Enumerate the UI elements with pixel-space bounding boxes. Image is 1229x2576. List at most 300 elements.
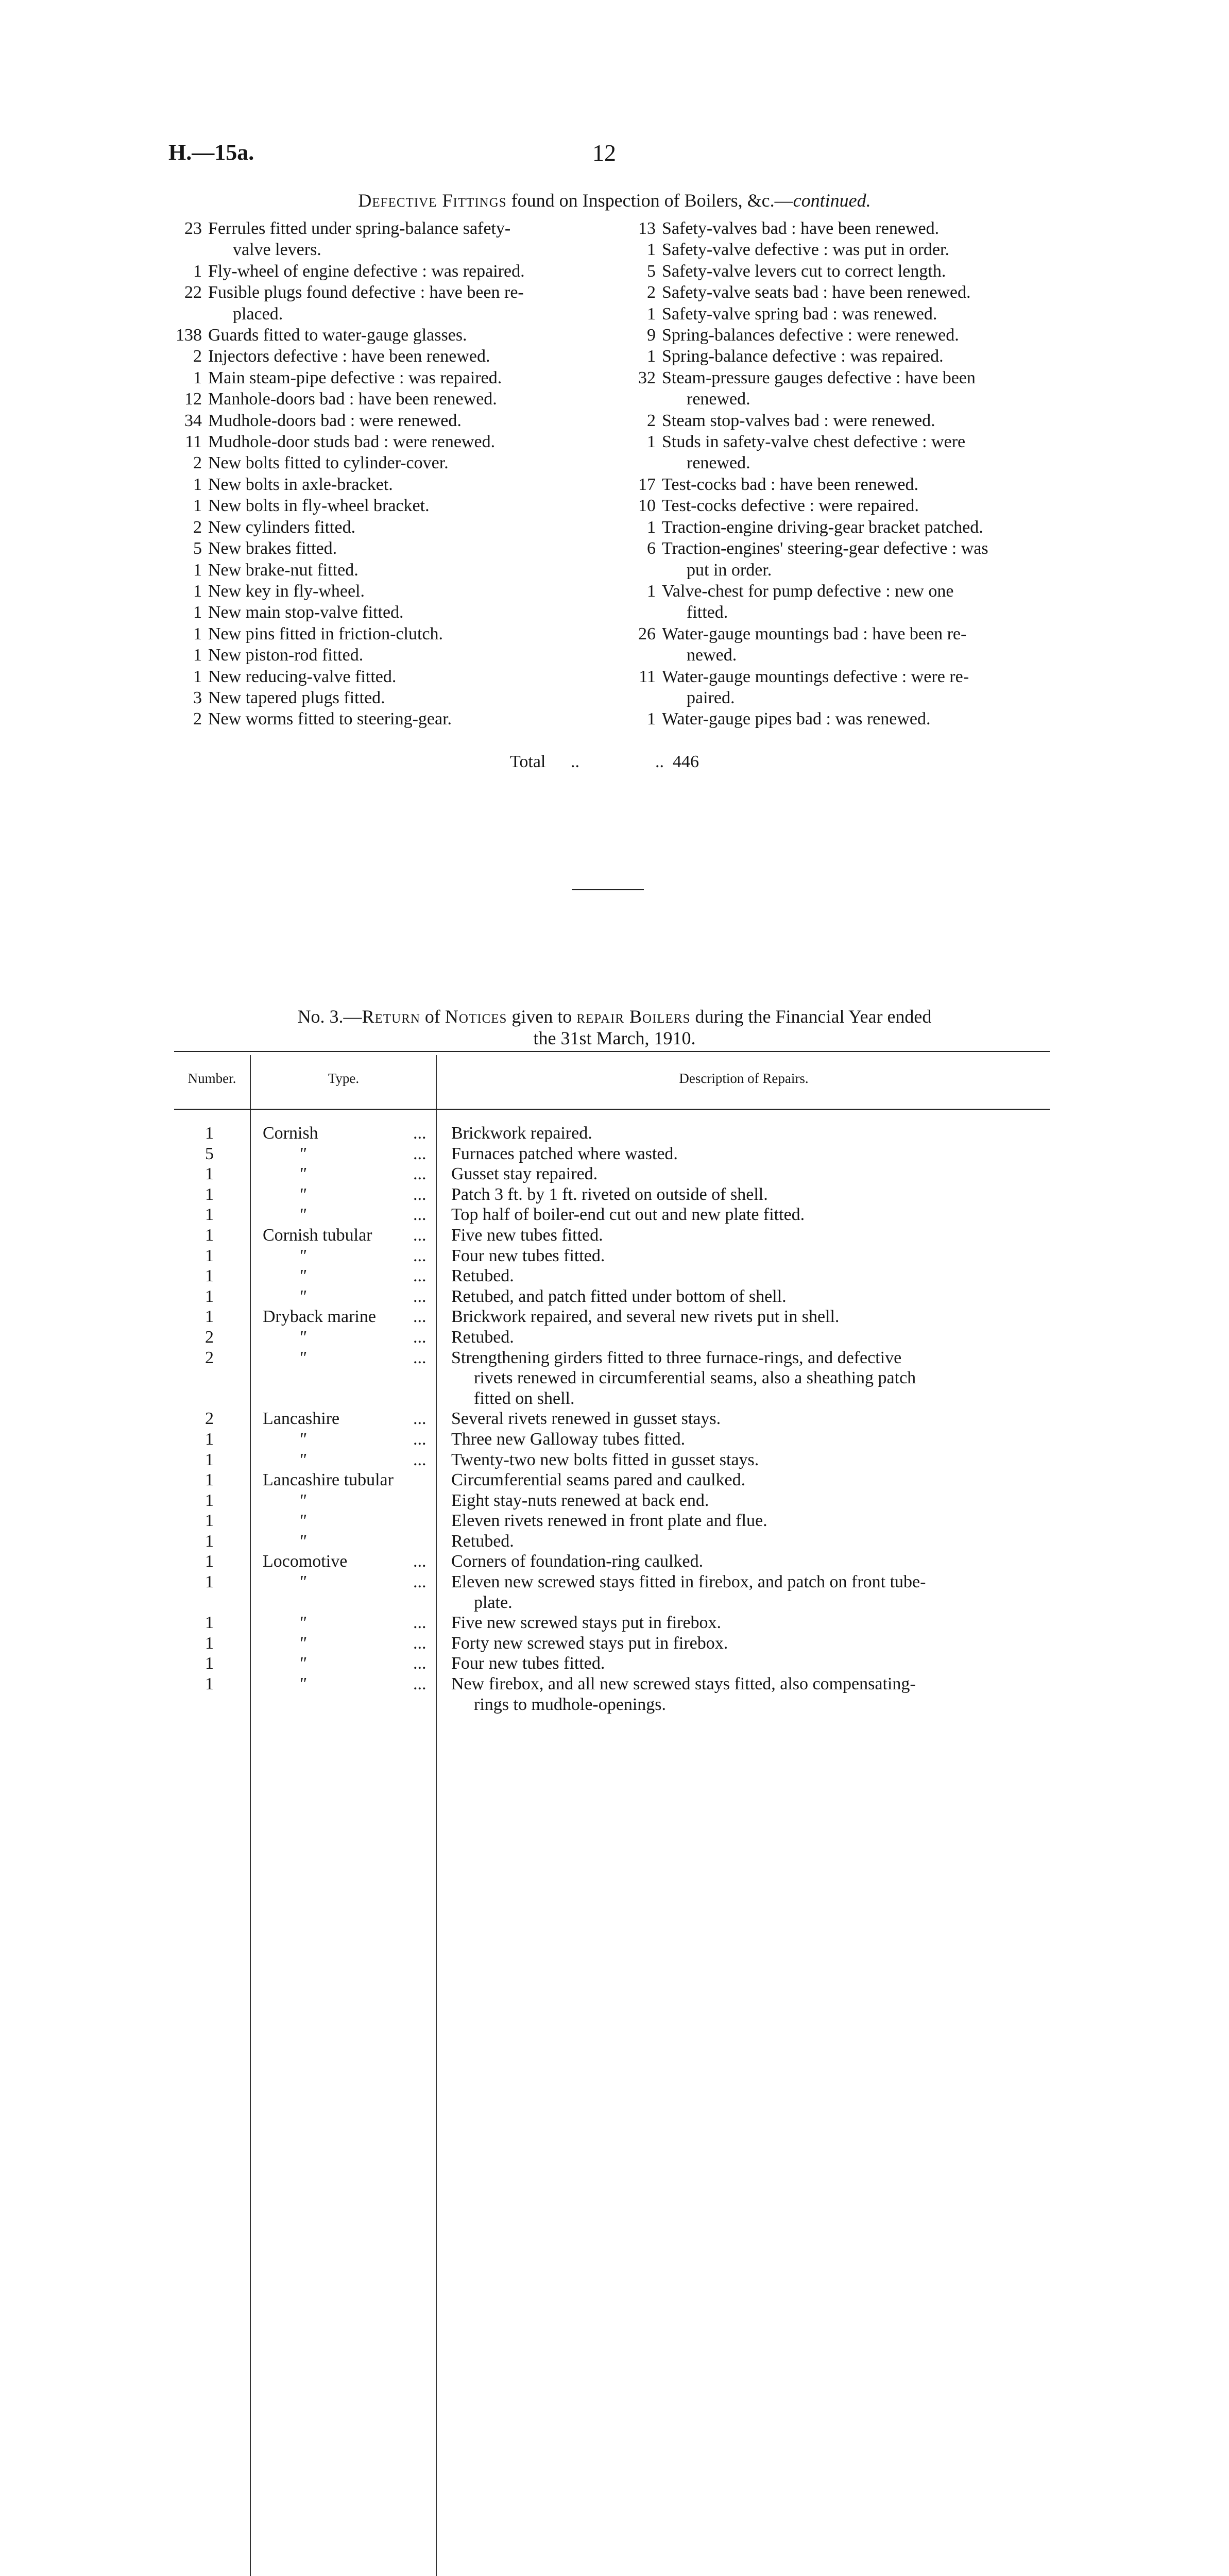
fitting-text xyxy=(202,517,566,538)
fitting-count: 1 xyxy=(193,496,202,516)
fitting-text xyxy=(656,239,1050,260)
repair-description xyxy=(442,1307,1050,1327)
table-row xyxy=(174,1205,1050,1225)
leader-ellipsis: ... xyxy=(413,1246,426,1265)
fitting-item xyxy=(161,452,566,473)
fittings-right-column xyxy=(612,218,1050,730)
fitting-description: Safety-valve spring bad : was renewed. xyxy=(662,304,937,324)
fitting-description: Manhole-doors bad : have been renewed. xyxy=(208,389,497,409)
fitting-item xyxy=(161,367,566,388)
boiler-type-value: " xyxy=(299,1511,306,1531)
fitting-count: 11 xyxy=(185,432,202,452)
fitting-text xyxy=(202,666,566,687)
fitting-description: New piston-rod fitted. xyxy=(208,646,364,665)
repair-description xyxy=(442,1184,1050,1205)
repair-description-text: Four new tubes fitted. xyxy=(451,1246,605,1265)
fitting-description: Safety-valve defective : was put in order. xyxy=(662,240,949,260)
repair-description-text: Four new tubes fitted. xyxy=(451,1654,605,1673)
fitting-item xyxy=(612,474,1050,495)
repair-description-continuation: rivets renewed in circumferential seams, also a sheathing patch xyxy=(474,1368,916,1388)
boiler-type-value: Lancashire xyxy=(263,1409,340,1429)
leader-ellipsis: ... xyxy=(413,1225,426,1245)
boiler-type-value: " xyxy=(299,1633,306,1653)
fitting-count: 1 xyxy=(193,646,202,665)
fitting-text xyxy=(656,303,1050,325)
repair-description xyxy=(442,1551,1050,1572)
fitting-count: 3 xyxy=(193,688,202,707)
leader-ellipsis: ... xyxy=(413,1266,426,1286)
repair-description xyxy=(442,1286,1050,1307)
fitting-text xyxy=(202,687,566,708)
boiler-type xyxy=(257,1409,442,1429)
repair-number: 1 xyxy=(205,1674,214,1694)
repair-description-text: Forty new screwed stays put in firebox. xyxy=(451,1633,728,1653)
boiler-type xyxy=(257,1225,442,1246)
fitting-text xyxy=(202,560,566,581)
repair-description-text: Strengthening girders fitted to three furnace-rings, and defective xyxy=(451,1348,902,1367)
fitting-description: Traction-engine driving-gear bracket patched. xyxy=(662,517,983,537)
boiler-type-value: " xyxy=(299,1205,306,1225)
boiler-type-value: " xyxy=(299,1429,306,1449)
header-number: Number. xyxy=(187,1071,236,1086)
fitting-item xyxy=(161,538,566,559)
fitting-text xyxy=(656,474,1050,495)
fitting-item xyxy=(612,261,1050,282)
fitting-text xyxy=(202,431,566,452)
repair-description xyxy=(442,1572,1050,1613)
repair-number: 1 xyxy=(205,1184,214,1204)
boiler-type-value: " xyxy=(299,1246,306,1265)
fitting-item xyxy=(161,560,566,581)
repair-description-text: Several rivets renewed in gusset stays. xyxy=(451,1409,721,1429)
repair-description-text: Retubed, and patch fitted under bottom of shell. xyxy=(451,1286,787,1306)
return-of-notices-title xyxy=(0,1006,1229,1049)
repair-number: 1 xyxy=(205,1654,214,1673)
fitting-count: 1 xyxy=(647,709,656,729)
repair-description xyxy=(442,1123,1050,1144)
fitting-text xyxy=(202,708,566,730)
fitting-text xyxy=(656,666,1050,709)
leader-ellipsis: ... xyxy=(413,1327,426,1347)
fitting-count: 1 xyxy=(647,240,656,260)
fitting-item xyxy=(161,708,566,730)
fitting-continuation: fitted. xyxy=(687,603,728,622)
repair-description-text: Brickwork repaired, and several new rivets put in shell. xyxy=(451,1307,840,1327)
fitting-item xyxy=(612,218,1050,239)
fitting-description: Spring-balances defective : were renewed. xyxy=(662,326,959,345)
fitting-item xyxy=(161,687,566,708)
leader-ellipsis: ... xyxy=(413,1307,426,1327)
fitting-description: New bolts in fly-wheel bracket. xyxy=(208,496,430,516)
fitting-description: Steam stop-valves bad : were renewed. xyxy=(662,411,935,430)
boiler-type-value: " xyxy=(299,1164,306,1184)
boiler-type-value: " xyxy=(299,1348,306,1367)
boiler-type-value: Lancashire tubular xyxy=(263,1470,394,1490)
fitting-count: 6 xyxy=(647,539,656,558)
repair-description xyxy=(442,1246,1050,1266)
fitting-count: 10 xyxy=(638,496,656,516)
boiler-type-value: " xyxy=(299,1184,306,1204)
boiler-type xyxy=(257,1572,442,1613)
leader-ellipsis: ... xyxy=(413,1286,426,1306)
title-text: found on Inspection of Boilers, &c.— xyxy=(506,190,793,211)
fitting-description: Test-cocks bad : have been renewed. xyxy=(662,474,918,494)
repair-number: 2 xyxy=(205,1409,214,1429)
leader-ellipsis: ... xyxy=(413,1674,426,1694)
table-row xyxy=(174,1511,1050,1531)
repair-description xyxy=(442,1205,1050,1225)
fitting-description: Ferrules fitted under spring-balance safety- xyxy=(208,219,511,238)
boiler-type-value: Locomotive xyxy=(263,1552,348,1571)
fitting-description: Studs in safety-valve chest defective : were xyxy=(662,432,966,452)
repair-description xyxy=(442,1613,1050,1633)
fitting-description: Mudhole-doors bad : were renewed. xyxy=(208,411,462,430)
fitting-description: Guards fitted to water-gauge glasses. xyxy=(208,326,467,345)
fitting-text xyxy=(656,346,1050,367)
repair-number: 1 xyxy=(205,1286,214,1306)
fitting-description: Steam-pressure gauges defective : have been xyxy=(662,368,976,387)
table-row xyxy=(174,1490,1050,1511)
fitting-count: 13 xyxy=(638,219,656,238)
leader-ellipsis: ... xyxy=(413,1205,426,1225)
repair-number: 2 xyxy=(205,1348,214,1367)
boiler-type-value: Dryback marine xyxy=(263,1307,376,1327)
repair-description-text: Patch 3 ft. by 1 ft. riveted on outside of shell. xyxy=(451,1184,768,1204)
repair-description-text: Five new screwed stays put in firebox. xyxy=(451,1613,722,1633)
total-value: 446 xyxy=(673,752,699,771)
repair-description xyxy=(442,1327,1050,1348)
repair-description-text: Gusset stay repaired. xyxy=(451,1164,598,1184)
fitting-description: Fly-wheel of engine defective : was repaired. xyxy=(208,261,525,281)
fitting-description: Water-gauge mountings bad : have been re- xyxy=(662,624,967,643)
fitting-count: 9 xyxy=(647,326,656,345)
fitting-item xyxy=(612,282,1050,303)
fitting-text xyxy=(656,708,1050,730)
repair-number: 1 xyxy=(205,1633,214,1653)
fitting-item xyxy=(612,581,1050,623)
fitting-count: 1 xyxy=(193,474,202,494)
fitting-count: 5 xyxy=(647,261,656,281)
fitting-description: Injectors defective : have been renewed. xyxy=(208,347,490,366)
fitting-description: New pins fitted in friction-clutch. xyxy=(208,624,443,643)
boiler-type xyxy=(257,1653,442,1674)
fitting-count: 26 xyxy=(638,624,656,643)
boiler-type-value: " xyxy=(299,1450,306,1469)
fitting-text xyxy=(202,367,566,388)
leader-ellipsis: ... xyxy=(413,1184,426,1204)
leader-ellipsis: ... xyxy=(413,1164,426,1184)
boiler-type xyxy=(257,1307,442,1327)
fitting-item xyxy=(612,666,1050,709)
repair-number: 1 xyxy=(205,1225,214,1245)
fitting-description: New bolts fitted to cylinder-cover. xyxy=(208,453,449,473)
repair-number: 1 xyxy=(205,1531,214,1551)
total-label: Total xyxy=(510,752,546,771)
fitting-text xyxy=(202,261,566,282)
fitting-item xyxy=(612,431,1050,474)
fitting-count: 2 xyxy=(647,283,656,302)
fitting-count: 1 xyxy=(193,624,202,643)
fitting-text xyxy=(656,517,1050,538)
leader-ellipsis: ... xyxy=(413,1124,426,1143)
fitting-text xyxy=(202,602,566,623)
repair-description-text: New firebox, and all new screwed stays fitted, also compensating- xyxy=(451,1674,916,1694)
repair-number: 2 xyxy=(205,1327,214,1347)
leader-ellipsis: ... xyxy=(413,1348,426,1367)
repair-description-text: Twenty-two new bolts fitted in gusset stays. xyxy=(451,1450,759,1469)
fitting-description: New reducing-valve fitted. xyxy=(208,667,397,686)
fitting-count: 1 xyxy=(193,667,202,686)
fitting-continuation: renewed. xyxy=(687,453,750,473)
fitting-item xyxy=(161,517,566,538)
table-row xyxy=(174,1429,1050,1450)
table-row xyxy=(174,1674,1050,1715)
repair-description-text: Furnaces patched where wasted. xyxy=(451,1144,678,1163)
fitting-text xyxy=(656,367,1050,410)
repair-number: 1 xyxy=(205,1572,214,1592)
fitting-description: Spring-balance defective : was repaired. xyxy=(662,347,944,366)
boiler-type xyxy=(257,1164,442,1184)
repair-number: 1 xyxy=(205,1246,214,1265)
total-leader-dots: .. xyxy=(571,752,579,771)
repair-number: 1 xyxy=(205,1470,214,1490)
leader-ellipsis: ... xyxy=(413,1633,426,1653)
repair-description xyxy=(442,1511,1050,1531)
fitting-description: New key in fly-wheel. xyxy=(208,581,365,601)
repair-description-text: Eleven new screwed stays fitted in firebox, and patch on front tube- xyxy=(451,1572,926,1592)
fitting-item xyxy=(161,645,566,666)
fitting-text xyxy=(656,282,1050,303)
fitting-count: 12 xyxy=(184,389,202,409)
fitting-continuation: valve levers. xyxy=(233,240,321,260)
fitting-description: Valve-chest for pump defective : new one xyxy=(662,581,954,601)
repair-description xyxy=(442,1225,1050,1246)
fitting-description: Water-gauge mountings defective : were re- xyxy=(662,667,969,686)
leader-ellipsis: ... xyxy=(413,1572,426,1592)
fitting-count: 34 xyxy=(184,411,202,430)
boiler-type xyxy=(257,1286,442,1307)
fitting-count: 2 xyxy=(193,709,202,729)
table-row xyxy=(174,1409,1050,1429)
fitting-count: 1 xyxy=(647,347,656,366)
fitting-count: 2 xyxy=(647,411,656,430)
fitting-item xyxy=(612,623,1050,666)
repair-description-text: Three new Galloway tubes fitted. xyxy=(451,1429,686,1449)
boiler-type xyxy=(257,1613,442,1633)
fitting-continuation: put in order. xyxy=(687,560,772,580)
repair-description xyxy=(442,1450,1050,1470)
fitting-text xyxy=(202,388,566,410)
repair-number: 1 xyxy=(205,1552,214,1571)
fitting-continuation: placed. xyxy=(233,304,283,324)
fitting-item xyxy=(612,346,1050,367)
boiler-type xyxy=(257,1123,442,1144)
fitting-count: 11 xyxy=(639,667,656,686)
repair-description-text: Circumferential seams pared and caulked. xyxy=(451,1470,746,1490)
fitting-description: New worms fitted to steering-gear. xyxy=(208,709,452,729)
boiler-type-value: " xyxy=(299,1613,306,1633)
fitting-description: New tapered plugs fitted. xyxy=(208,688,385,707)
fitting-continuation: newed. xyxy=(687,646,737,665)
boiler-type xyxy=(257,1551,442,1572)
repair-description xyxy=(442,1531,1050,1552)
table-row xyxy=(174,1266,1050,1286)
fitting-text xyxy=(202,346,566,367)
section-divider xyxy=(572,889,644,890)
fitting-count: 1 xyxy=(647,432,656,452)
fitting-description: New brakes fitted. xyxy=(208,539,337,558)
repair-description xyxy=(442,1409,1050,1429)
fitting-item xyxy=(161,431,566,452)
fitting-count: 1 xyxy=(647,517,656,537)
repair-description-text: Five new tubes fitted. xyxy=(451,1225,603,1245)
table-row xyxy=(174,1572,1050,1613)
fitting-count: 138 xyxy=(176,326,202,345)
table-row xyxy=(174,1225,1050,1246)
header-description: Description of Repairs. xyxy=(679,1071,809,1086)
repair-description-continuation: plate. xyxy=(474,1592,513,1612)
boiler-type xyxy=(257,1490,442,1511)
title-continued: continued. xyxy=(793,190,871,211)
repair-description xyxy=(442,1164,1050,1184)
fitting-item xyxy=(612,708,1050,730)
fitting-item xyxy=(612,303,1050,325)
fitting-text xyxy=(202,325,566,346)
boiler-type xyxy=(257,1205,442,1225)
table-row xyxy=(174,1286,1050,1307)
table-row xyxy=(174,1613,1050,1633)
fitting-text xyxy=(202,474,566,495)
table-row xyxy=(174,1348,1050,1409)
repair-number: 1 xyxy=(205,1511,214,1531)
fitting-description: Mudhole-door studs bad : were renewed. xyxy=(208,432,496,452)
fitting-count: 17 xyxy=(638,474,656,494)
repair-number: 1 xyxy=(205,1164,214,1184)
title-line-1: No. 3.—Return of Notices given to repair Boilers during the Financial Year ended xyxy=(297,1006,932,1027)
fitting-text xyxy=(656,218,1050,239)
fitting-description: Safety-valves bad : have been renewed. xyxy=(662,219,940,238)
boiler-type xyxy=(257,1470,442,1490)
fitting-count: 2 xyxy=(193,347,202,366)
leader-ellipsis: ... xyxy=(413,1613,426,1633)
fitting-item xyxy=(161,346,566,367)
series-reference: H.—15a. xyxy=(168,140,254,165)
fitting-count: 1 xyxy=(193,261,202,281)
boiler-type-value: " xyxy=(299,1654,306,1673)
fitting-continuation: paired. xyxy=(687,688,735,707)
fitting-text xyxy=(202,410,566,431)
repair-number: 1 xyxy=(205,1613,214,1633)
table-row xyxy=(174,1551,1050,1572)
fitting-count: 1 xyxy=(193,368,202,387)
fitting-description: Traction-engines' steering-gear defective : was xyxy=(662,539,988,558)
repair-number: 5 xyxy=(205,1144,214,1163)
fitting-item xyxy=(161,666,566,687)
fitting-description: New main stop-valve fitted. xyxy=(208,603,404,622)
fitting-description: New cylinders fitted. xyxy=(208,517,356,537)
fitting-continuation: renewed. xyxy=(687,389,750,409)
fitting-count: 1 xyxy=(193,603,202,622)
table-row xyxy=(174,1164,1050,1184)
fitting-count: 2 xyxy=(193,517,202,537)
table-body xyxy=(174,1123,1050,1715)
repair-description xyxy=(442,1266,1050,1286)
fitting-text xyxy=(656,581,1050,623)
fitting-item xyxy=(612,410,1050,431)
table-row xyxy=(174,1307,1050,1327)
boiler-type xyxy=(257,1184,442,1205)
table-row xyxy=(174,1123,1050,1144)
defective-fittings-title xyxy=(0,190,1229,211)
boiler-type xyxy=(257,1429,442,1450)
fitting-text xyxy=(202,495,566,516)
table-header-rule xyxy=(174,1109,1050,1110)
boiler-type-value: " xyxy=(299,1572,306,1592)
table-row xyxy=(174,1531,1050,1552)
leader-ellipsis: ... xyxy=(413,1144,426,1163)
boiler-type-value: " xyxy=(299,1327,306,1347)
fitting-item xyxy=(612,367,1050,410)
fitting-item xyxy=(612,495,1050,516)
boiler-type xyxy=(257,1246,442,1266)
fitting-item xyxy=(161,325,566,346)
fitting-text xyxy=(656,431,1050,474)
boiler-type xyxy=(257,1531,442,1552)
repair-description-text: Brickwork repaired. xyxy=(451,1124,592,1143)
repair-description-continuation: fitted on shell. xyxy=(474,1388,575,1408)
title-line-2: the 31st March, 1910. xyxy=(533,1028,696,1048)
repair-description xyxy=(442,1470,1050,1490)
repair-description xyxy=(442,1674,1050,1715)
repair-description-text: Top half of boiler-end cut out and new plate fitted. xyxy=(451,1205,805,1225)
repair-description-text: Retubed. xyxy=(451,1531,514,1551)
table-row xyxy=(174,1246,1050,1266)
fitting-item xyxy=(612,538,1050,581)
repair-number: 1 xyxy=(205,1490,214,1510)
header-type: Type. xyxy=(328,1071,360,1086)
fitting-text xyxy=(202,581,566,602)
page-number: 12 xyxy=(592,140,616,166)
repair-description xyxy=(442,1144,1050,1164)
fitting-text xyxy=(656,261,1050,282)
fitting-count: 1 xyxy=(647,304,656,324)
fitting-item xyxy=(161,410,566,431)
fitting-text xyxy=(202,623,566,645)
boiler-type xyxy=(257,1450,442,1470)
fitting-count: 1 xyxy=(193,560,202,580)
fitting-text xyxy=(202,538,566,559)
fitting-text xyxy=(202,645,566,666)
fitting-description: New brake-nut fitted. xyxy=(208,560,359,580)
repair-description-text: Eight stay-nuts renewed at back end. xyxy=(451,1490,709,1510)
fitting-item xyxy=(161,261,566,282)
table-row xyxy=(174,1327,1050,1348)
boiler-type xyxy=(257,1674,442,1715)
boiler-type xyxy=(257,1266,442,1286)
fitting-text xyxy=(656,325,1050,346)
repair-description-text: Corners of foundation-ring caulked. xyxy=(451,1552,704,1571)
repair-description xyxy=(442,1429,1050,1450)
leader-ellipsis: ... xyxy=(413,1654,426,1673)
boiler-type-value: Cornish xyxy=(263,1124,318,1143)
fitting-item xyxy=(161,495,566,516)
repair-number: 1 xyxy=(205,1266,214,1286)
repair-number: 1 xyxy=(205,1450,214,1469)
fitting-description: Test-cocks defective : were repaired. xyxy=(662,496,919,516)
fitting-text xyxy=(202,452,566,473)
title-smallcaps: Defective Fittings xyxy=(358,190,507,211)
table-row xyxy=(174,1470,1050,1490)
